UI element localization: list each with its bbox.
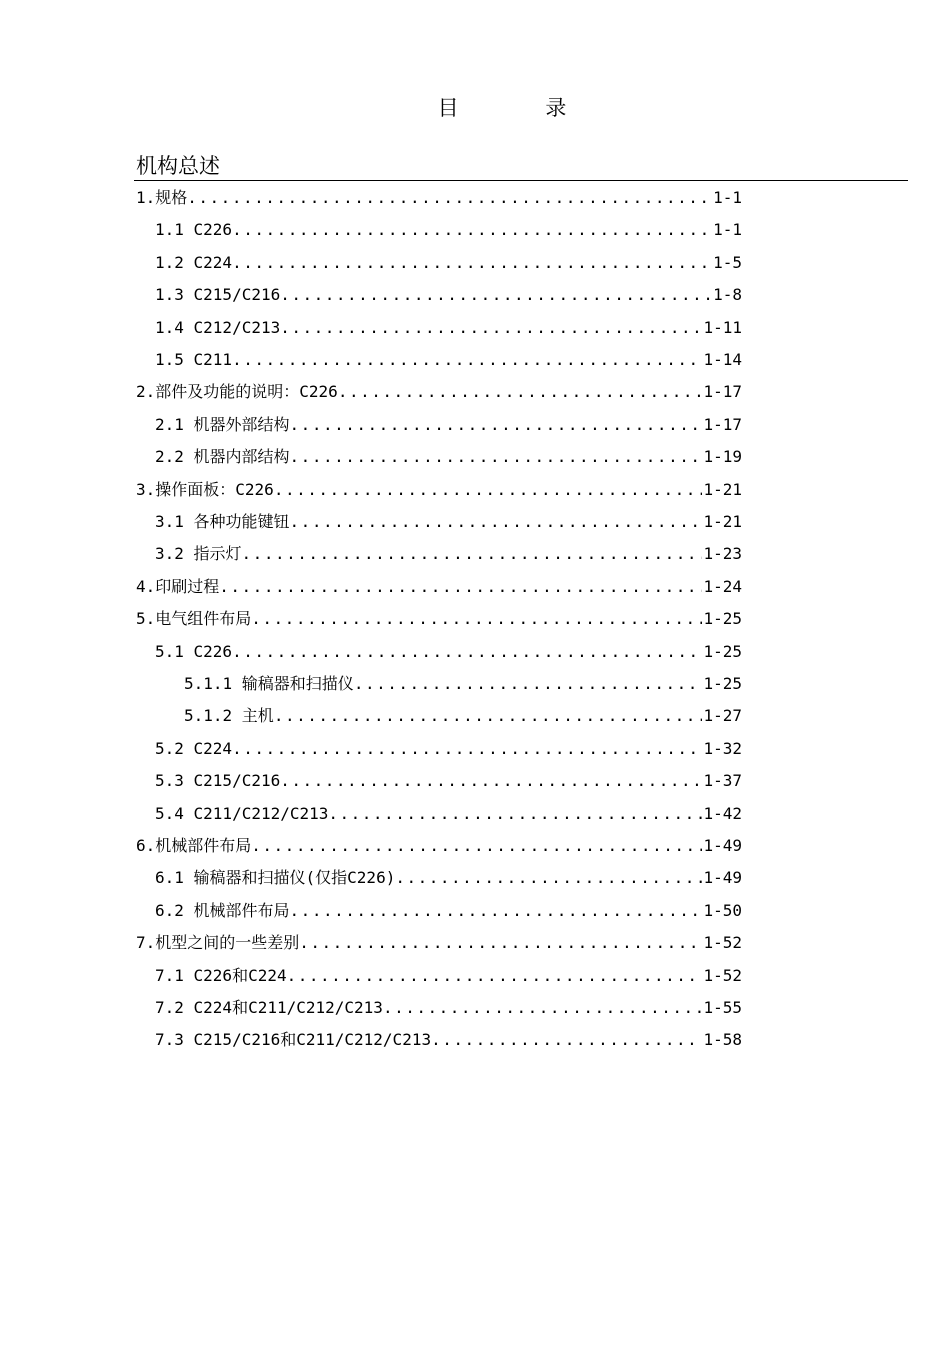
toc-entry[interactable] [155,731,742,759]
page-title: 目 录 [437,96,607,120]
toc-entry-label: 6.机械部件布局 [136,836,252,855]
toc-entry-page: 1-25 [703,641,742,661]
toc-entry-label: 5.4 C211/C212/C213 [155,803,329,823]
toc-entry-label: 5.1 C226 [155,641,233,661]
toc-entry-label: 3.操作面板：C226 [136,479,274,499]
toc-entry-page: 1-52 [703,965,742,985]
toc-entry-page: 1-42 [703,803,742,823]
toc-entry[interactable] [155,958,742,986]
toc-leader-dots [338,382,703,402]
toc-entry-label: 5.3 C215/C216 [155,771,281,791]
toc-leader-dots [232,220,712,240]
toc-entry-page: 1-50 [703,900,742,920]
toc-entry-label: 7.3 C215/C216和C211/C212/C213 [155,1030,432,1050]
toc-entry[interactable] [155,212,742,240]
toc-entry[interactable] [155,893,742,921]
toc-entry[interactable] [155,990,742,1018]
toc-entry-page: 1-49 [703,868,742,888]
toc-entry[interactable] [155,245,742,273]
toc-leader-dots [395,868,702,888]
toc-entry[interactable] [155,763,742,791]
section-heading: 机构总述 [136,154,220,178]
toc-entry-page: 1-49 [703,836,742,855]
toc-leader-dots [290,447,703,467]
toc-leader-dots [383,998,703,1018]
toc-entry[interactable] [155,536,742,564]
toc-entry[interactable] [155,407,742,435]
toc-entry-page: 1-23 [703,544,742,564]
toc-entry[interactable] [136,569,742,597]
toc-entry[interactable] [155,439,742,467]
toc-leader-dots [251,836,702,856]
toc-leader-dots [251,609,702,629]
toc-leader-dots [274,706,703,726]
toc-entry-label: 2.部件及功能的说明：C226 [136,382,338,402]
toc-entry-page: 1-25 [703,609,742,629]
toc-entry-label: 2.1 机器外部结构 [155,414,290,434]
toc-entry[interactable] [155,634,742,662]
toc-entry-page: 1-27 [703,706,742,726]
toc-entry-label: 5.2 C224 [155,738,233,758]
toc-entry-label: 2.2 机器内部结构 [155,447,290,467]
toc-entry-page: 1-1 [713,220,742,240]
toc-entry-label: 6.1 输稿器和扫描仪(仅指C226) [155,868,396,888]
toc-entry-page: 1-25 [703,674,742,693]
toc-entry[interactable] [136,925,742,953]
toc-entry-page: 1-52 [703,933,742,953]
toc-leader-dots [290,415,703,435]
toc-entry-page: 1-1 [713,188,742,207]
toc-entry-page: 1-55 [703,998,742,1017]
toc-leader-dots [219,577,702,597]
toc-entry-label: 5.1.1 输稿器和扫描仪 [184,674,354,693]
toc-entry-page: 1-17 [703,414,742,434]
toc-entry[interactable] [184,698,742,726]
toc-entry[interactable] [155,1022,742,1050]
toc-entry-page: 1-24 [703,576,742,596]
toc-leader-dots [287,966,703,986]
toc-entry-page: 1-14 [703,350,742,369]
toc-entry[interactable] [155,796,742,824]
toc-leader-dots [187,188,712,208]
toc-entry-page: 1-11 [703,317,742,337]
toc-entry-page: 1-21 [703,479,742,499]
toc-entry[interactable] [136,180,742,208]
toc-entry[interactable] [155,310,742,338]
toc-entry-label: 5.1.2 主机 [184,706,274,726]
toc-entry-label: 7.1 C226和C224 [155,965,287,985]
toc-entry[interactable] [136,472,742,500]
toc-leader-dots [232,642,702,662]
toc-leader-dots [290,901,703,921]
toc-leader-dots [280,318,702,338]
toc-leader-dots [280,771,702,791]
toc-entry[interactable] [155,342,742,370]
toc-entry-label: 1.1 C226 [155,220,233,240]
toc-entry-label: 3.1 各种功能键钮 [155,512,290,531]
toc-entry-label: 1.4 C212/C213 [155,317,281,337]
toc-leader-dots [232,350,702,370]
toc-entry-label: 7.2 C224和C211/C212/C213 [155,998,383,1017]
toc-entry-page: 1-8 [713,285,742,305]
toc-leader-dots [299,933,702,953]
toc-entry-label: 1.规格 [136,188,188,207]
toc-entry[interactable] [155,504,742,532]
toc-leader-dots [280,285,712,305]
toc-entry-label: 1.3 C215/C216 [155,285,281,305]
toc-entry-page: 1-17 [703,382,742,402]
toc-entry-label: 3.2 指示灯 [155,544,242,564]
toc-leader-dots [242,544,703,564]
toc-entry-label: 7.机型之间的一些差别 [136,933,300,953]
toc-entry-page: 1-58 [703,1030,742,1050]
toc-entry[interactable] [136,374,742,402]
toc-leader-dots [274,480,703,500]
toc-leader-dots [232,253,712,273]
toc-leader-dots [290,512,703,532]
toc-entry[interactable] [155,860,742,888]
toc-leader-dots [431,1030,702,1050]
toc-entry-label: 5.电气组件布局 [136,609,252,629]
toc-entry[interactable] [184,666,742,694]
toc-leader-dots [354,674,703,694]
toc-entry-page: 1-37 [703,771,742,791]
toc-entry-label: 1.5 C211 [155,350,233,369]
toc-entry-page: 1-5 [713,252,742,272]
toc-entry-label: 6.2 机械部件布局 [155,900,290,920]
toc-leader-dots [328,804,702,824]
toc-entry[interactable] [155,277,742,305]
toc-entry-page: 1-19 [703,447,742,467]
toc-entry-page: 1-32 [703,738,742,758]
toc-entry-label: 1.2 C224 [155,252,233,272]
toc-entry-page: 1-21 [703,512,742,531]
toc-entry-label: 4.印刷过程 [136,576,220,596]
toc-leader-dots [232,739,702,759]
toc-entry[interactable] [136,601,742,629]
toc-entry[interactable] [136,828,742,856]
